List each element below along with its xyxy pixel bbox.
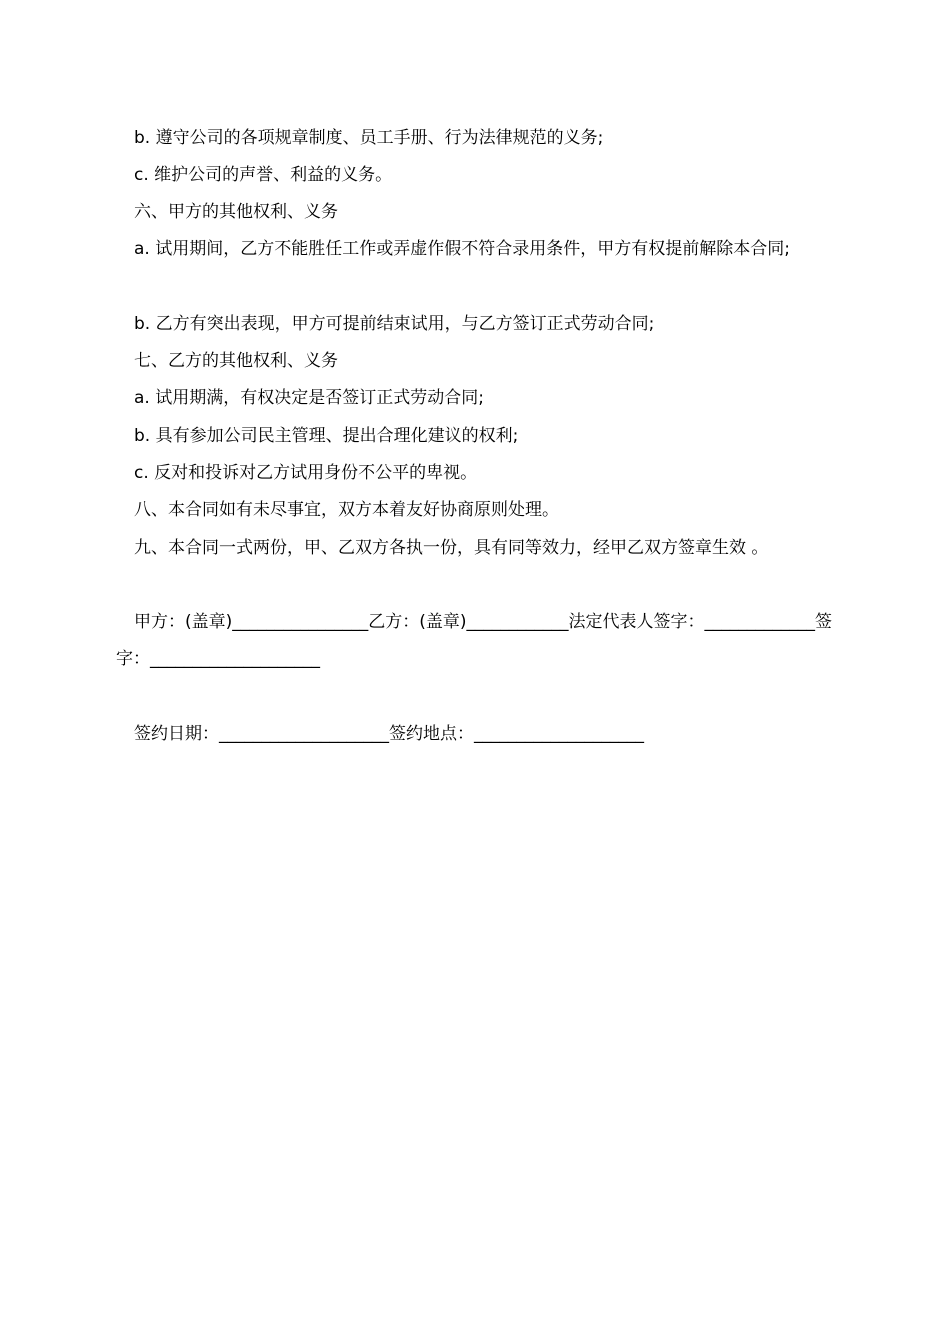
clause-c-oppose-discrimination: c. 反对和投诉对乙方试用身份不公平的卑视。 xyxy=(134,463,478,483)
section-six-heading: 六、甲方的其他权利、义务 xyxy=(134,202,338,222)
signature-block: 甲方：(盖章)________________乙方：(盖章)____________法定代表人签字：_____________签字：____________________ xyxy=(116,612,833,669)
section-nine: 九、本合同一式两份，甲、乙双方各执一份，具有同等效力，经甲乙双方签章生效 。 xyxy=(134,538,769,558)
clause-a-probation-termination: a. 试用期间，乙方不能胜任工作或弄虚作假不符合录用条件，甲方有权提前解除本合同; xyxy=(134,239,790,259)
clause-c-reputation: c. 维护公司的声誉、利益的义务。 xyxy=(134,165,393,185)
section-eight: 八、本合同如有未尽事宜，双方本着友好协商原则处理。 xyxy=(134,500,559,520)
date-place-line: 签约日期：____________________签约地点：____________________ xyxy=(134,724,644,744)
clause-b-participate: b. 具有参加公司民主管理、提出合理化建议的权利; xyxy=(134,426,519,446)
clause-b-obey-rules: b. 遵守公司的各项规章制度、员工手册、行为法律规范的义务; xyxy=(134,128,604,148)
clause-b-early-end: b. 乙方有突出表现，甲方可提前结束试用，与乙方签订正式劳动合同; xyxy=(134,314,655,334)
clause-a-decide-contract: a. 试用期满，有权决定是否签订正式劳动合同; xyxy=(134,388,484,408)
section-seven-heading: 七、乙方的其他权利、义务 xyxy=(134,351,338,371)
